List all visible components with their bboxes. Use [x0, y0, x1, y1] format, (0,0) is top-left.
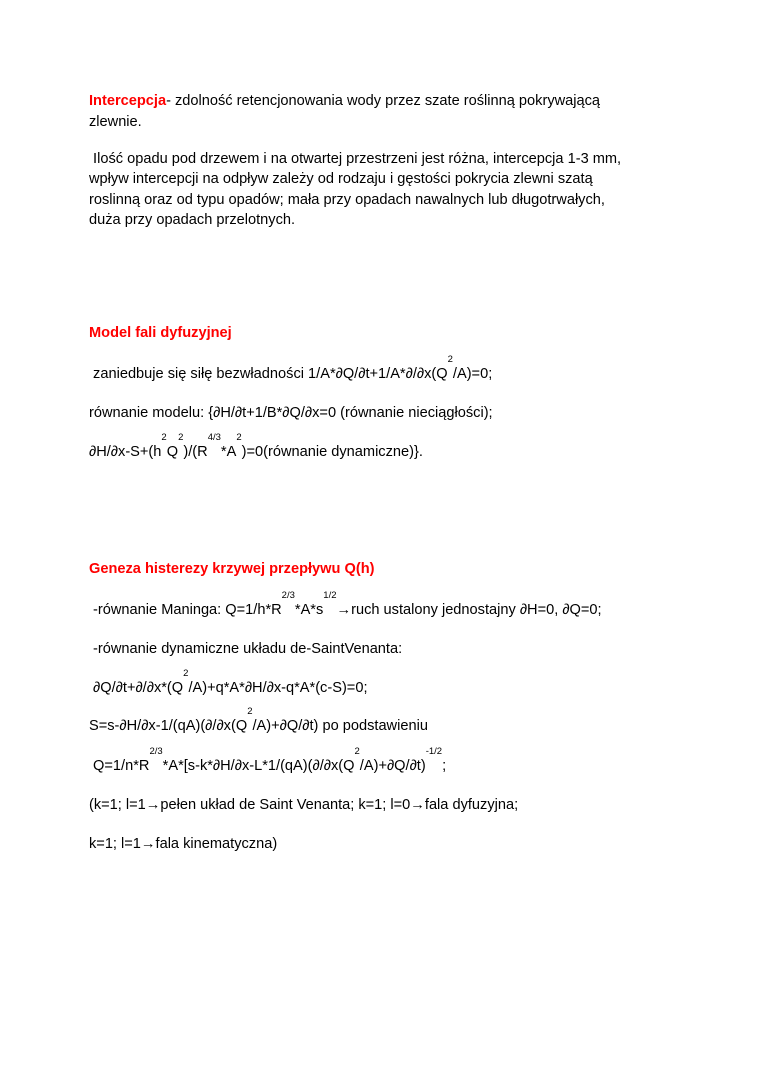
- superscript: 2: [247, 706, 253, 717]
- superscript: -1/2: [425, 746, 443, 757]
- text-segment: ;: [442, 758, 447, 774]
- hysteresis-line-2: [89, 639, 402, 659]
- interception-para-line-3: roslinną oraz od typu opadów; mała przy opadach nawalnych lub długotrwałych,: [89, 192, 605, 208]
- text-segment: *A: [220, 444, 237, 460]
- text-segment: S=s-∂H/∂x-1/(qA)(∂/∂x(Q: [89, 718, 248, 734]
- diffusive-line-2: [89, 403, 493, 423]
- hysteresis-heading: Geneza histerezy krzywej przepływu Q(h): [89, 561, 375, 577]
- text-segment: (k=1; l=1→pełen układ de Saint Venanta; k=1; l=0→fala dyfuzyjna;: [89, 797, 519, 813]
- hysteresis-line-5: [89, 746, 447, 776]
- interception-definition: - zdolność retencjonowania wody przez szate roślinną pokrywającą: [166, 93, 601, 109]
- superscript: 2/3: [149, 746, 163, 757]
- text-segment: →ruch ustalony jednostajny ∂H=0, ∂Q=0;: [336, 602, 602, 618]
- text-segment: )=0(równanie dynamiczne)}.: [241, 444, 423, 460]
- interception-para-line-4: duża przy opadach przelotnych.: [89, 212, 296, 228]
- superscript: 2: [236, 432, 242, 443]
- interception-line-1: [89, 91, 600, 111]
- hysteresis-line-6: [89, 795, 518, 815]
- text-segment: /A)=0;: [452, 366, 493, 382]
- diffusive-line-3: [89, 432, 423, 462]
- text-segment: zaniedbuje się siłę bezwładności 1/A*∂Q/∂t+1/A*∂/∂x(Q: [89, 366, 448, 382]
- interception-heading: Intercepcja: [89, 93, 167, 109]
- diffusive-line-1: [89, 354, 493, 384]
- hysteresis-line-3: [89, 668, 368, 698]
- text-segment: )/(R: [183, 444, 208, 460]
- text-segment: /A)+q*A*∂H/∂x-q*A*(c-S)=0;: [188, 680, 368, 696]
- text-segment: k=1; l=1→fala kinematyczna): [89, 836, 278, 852]
- text-segment: /A)+∂Q/∂t) po podstawieniu: [252, 718, 428, 734]
- superscript: 2/3: [281, 590, 295, 601]
- text-segment: ∂H/∂x-S+(h: [89, 444, 162, 460]
- diffusive-heading: Model fali dyfuzyjnej: [89, 325, 232, 341]
- superscript: 2: [183, 668, 189, 679]
- superscript: 2: [447, 354, 453, 365]
- superscript: 2: [161, 432, 167, 443]
- interception-para-line-1: Ilość opadu pod drzewem i na otwartej przestrzeni jest różna, intercepcja 1-3 mm,: [89, 151, 622, 167]
- hysteresis-line-1: [89, 590, 602, 620]
- text-segment: Q=1/n*R: [89, 758, 150, 774]
- hysteresis-line-7: [89, 834, 277, 854]
- superscript: 2: [354, 746, 360, 757]
- text-segment: -równanie dynamiczne układu de-SaintVenanta:: [89, 641, 403, 657]
- superscript: 4/3: [207, 432, 221, 443]
- text-segment: *A*[s-k*∂H/∂x-L*1/(qA)(∂/∂x(Q: [162, 758, 355, 774]
- interception-line-2: zlewnie.: [89, 114, 142, 130]
- text-segment: *A*s: [294, 602, 324, 618]
- text-segment: -równanie Maninga: Q=1/h*R: [89, 602, 282, 618]
- text-segment: ∂Q/∂t+∂/∂x*(Q: [89, 680, 184, 696]
- interception-para-line-2: wpływ intercepcji na odpływ zależy od rodzaju i gęstości pokrycia zlewni szatą: [89, 171, 593, 187]
- text-segment: równanie modelu: {∂H/∂t+1/B*∂Q/∂x=0 (równanie nieciągłości);: [89, 405, 493, 421]
- text-segment: Q: [166, 444, 179, 460]
- text-segment: /A)+∂Q/∂t): [359, 758, 426, 774]
- hysteresis-line-4: [89, 706, 428, 736]
- superscript: 1/2: [323, 590, 337, 601]
- superscript: 2: [178, 432, 184, 443]
